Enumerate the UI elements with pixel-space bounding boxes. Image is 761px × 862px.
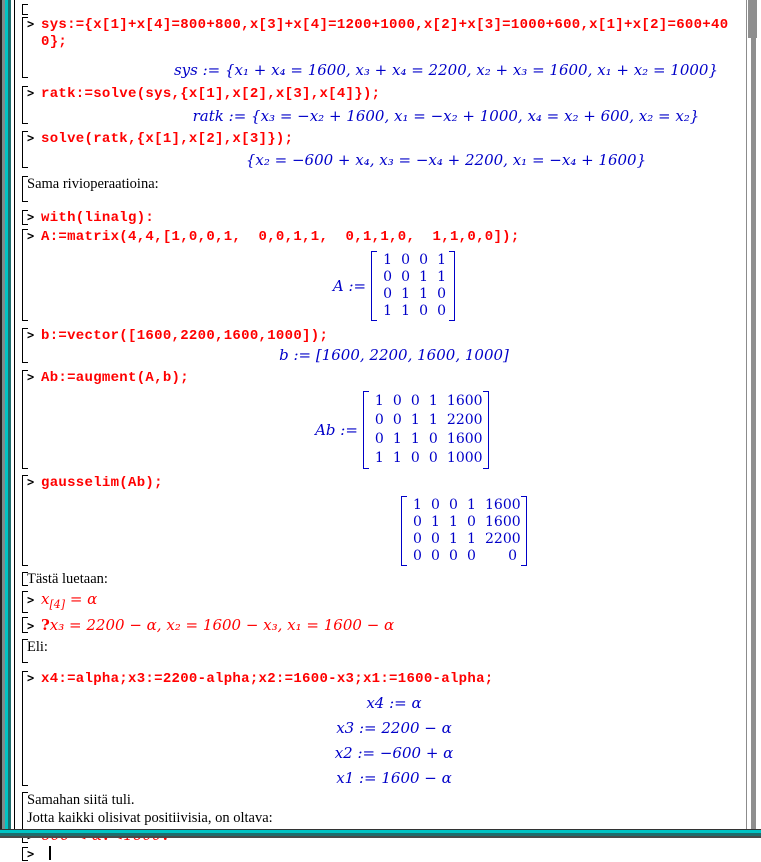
assign-input[interactable]: x4:=alpha;x3:=2200-alpha;x2:=1600-x3;x1:=1600-alpha; xyxy=(41,671,494,687)
maple-prompt: > xyxy=(27,86,35,100)
note-same[interactable]: Samahan siitä tuli. xyxy=(27,792,135,808)
matrix-cell: 1 xyxy=(410,431,420,447)
matrix-cell: 1000 xyxy=(446,450,483,466)
matrix-row xyxy=(381,303,445,320)
gausselim-input[interactable]: gausselim(Ab); xyxy=(41,475,163,491)
matrix-row xyxy=(373,430,483,449)
matrix-Ab-output xyxy=(49,390,755,470)
matrix-cell: 0 xyxy=(383,286,393,302)
matrix-cell: 0 xyxy=(374,431,384,447)
execution-group-ratk xyxy=(15,85,747,125)
matrix-cell: 1600 xyxy=(485,497,521,513)
matrix-row xyxy=(381,252,445,269)
matrix-cell: 1 xyxy=(392,450,402,466)
execution-group-matrix-A xyxy=(15,228,747,322)
ratk-output: ratk := {x₃ = −x₂ + 1600, x₁ = −x₂ + 1000, x₄ = x₂ + 600, x₂ = x₂} xyxy=(192,107,700,125)
maple-prompt: > xyxy=(27,210,35,224)
matrix-cell: 2200 xyxy=(485,531,521,547)
matrix-right-bracket xyxy=(449,251,455,321)
ratk-input[interactable]: ratk:=solve(sys,{x[1],x[2],x[3],x[4]}); xyxy=(41,86,381,102)
matrix-Ab-label: Ab := xyxy=(315,421,358,439)
group-bracket xyxy=(22,4,28,15)
group-bracket xyxy=(22,176,28,202)
matrix-cell: 1 xyxy=(431,514,440,530)
solve-output: {x₂ = −600 + x₄, x₃ = −x₄ + 2200, x₁ = −x₄ + 1600} xyxy=(245,151,647,169)
group-bracket xyxy=(22,671,28,786)
sys-input-line2[interactable]: 0}; xyxy=(41,34,68,50)
matrix-cell: 0 xyxy=(383,269,393,285)
matrix-cell: 2200 xyxy=(446,412,483,428)
math-x4-base: x xyxy=(41,590,50,608)
matrix-cell: 0 xyxy=(431,548,440,564)
matrix-cell: 1 xyxy=(410,412,420,428)
note-eli[interactable]: Eli: xyxy=(27,639,48,655)
matrix-cell: 1 xyxy=(374,450,384,466)
matrix-cell: 0 xyxy=(428,450,438,466)
matrix-A-output xyxy=(41,250,747,322)
assign-output-x1: x1 := 1600 − α xyxy=(336,769,452,787)
vector-b-output: b := [1600, 2200, 1600, 1000] xyxy=(279,346,509,364)
matrix-cell: 0 xyxy=(392,393,402,409)
matrix-cell: 0 xyxy=(467,548,476,564)
matrix-A-label: A := xyxy=(332,277,367,295)
matrix-Ab-input[interactable]: Ab:=augment(A,b); xyxy=(41,370,189,386)
note-read[interactable]: Tästä luetaan: xyxy=(27,571,108,587)
matrix-cell: 1 xyxy=(392,431,402,447)
assign-output-x2: x2 := −600 + α xyxy=(334,744,454,762)
maple-prompt: > xyxy=(27,328,35,342)
matrix-cell: 0 xyxy=(392,412,402,428)
math-x4-line[interactable] xyxy=(27,590,747,614)
execution-group-solve xyxy=(15,130,747,169)
math-x4-subscript: [4] xyxy=(49,598,66,611)
matrix-cell: 0 xyxy=(431,497,440,513)
maple-prompt: > xyxy=(27,847,35,861)
matrix-Ab-body xyxy=(369,390,483,470)
matrix-cell: 1 xyxy=(401,286,411,302)
execution-group-new xyxy=(15,846,747,862)
matrix-cell: 0 xyxy=(467,514,476,530)
vector-b-input[interactable]: b:=vector([1600,2200,1600,1000]); xyxy=(41,328,329,344)
math-solutions-line[interactable] xyxy=(27,616,747,634)
assign-output-x4: x4 := α xyxy=(366,694,422,712)
text-cursor[interactable] xyxy=(49,846,51,860)
matrix-A-input[interactable]: A:=matrix(4,4,[1,0,0,1, 0,0,1,1, 0,1,1,0, 1,1,0,0]); xyxy=(41,229,520,245)
matrix-cell: 1600 xyxy=(446,393,483,409)
text-group-rowops xyxy=(15,175,747,203)
matrix-cell: 1600 xyxy=(485,514,521,530)
matrix-row xyxy=(411,514,521,531)
matrix-cell: 1 xyxy=(419,286,429,302)
matrix-row xyxy=(411,548,517,565)
matrix-cell: 0 xyxy=(413,514,422,530)
matrix-cell: 0 xyxy=(410,393,420,409)
solve-input[interactable]: solve(ratk,{x[1],x[2],x[3]}); xyxy=(41,131,294,147)
matrix-cell: 0 xyxy=(401,252,411,268)
group-bracket xyxy=(22,572,28,586)
sys-output: sys := {x₁ + x₄ = 1600, x₃ + x₄ = 2200, x₂ + x₃ = 1600, x₁ + x₂ = 1000} xyxy=(173,61,719,79)
maple-prompt: > xyxy=(27,619,35,633)
matrix-cell: 0 xyxy=(428,431,438,447)
maple-prompt: > xyxy=(27,17,35,31)
window-border-bottom xyxy=(0,829,761,838)
matrix-cell: 0 xyxy=(437,303,447,319)
matrix-cell: 0 xyxy=(437,286,447,302)
matrix-row xyxy=(373,449,483,468)
maple-prompt: > xyxy=(27,475,35,489)
gausselim-matrix-body xyxy=(407,495,521,567)
matrix-cell: 0 xyxy=(449,497,458,513)
maple-prompt: > xyxy=(27,229,35,243)
matrix-row xyxy=(411,531,521,548)
matrix-cell: 1 xyxy=(374,393,384,409)
execution-group-vector-b xyxy=(15,327,747,364)
matrix-row xyxy=(373,411,483,430)
matrix-cell: 0 xyxy=(508,548,517,564)
matrix-cell: 0 xyxy=(413,548,422,564)
execution-group-matrix-Ab xyxy=(15,369,747,470)
with-linalg-input[interactable]: with(linalg): xyxy=(41,210,155,226)
matrix-cell: 1 xyxy=(419,269,429,285)
gausselim-output xyxy=(111,495,761,567)
sys-input-line1[interactable]: sys:={x[1]+x[4]=800+800,x[3]+x[4]=1200+1000,x[2]+x[3]=1000+600,x[1]+x[2]=600+40 xyxy=(41,17,729,33)
math-group-solutions xyxy=(15,616,747,634)
matrix-cell: 1 xyxy=(467,497,476,513)
matrix-cell: 1 xyxy=(449,531,458,547)
assign-output-x3: x3 := 2200 − α xyxy=(336,719,452,737)
matrix-cell: 1600 xyxy=(446,431,483,447)
group-bracket xyxy=(22,639,28,663)
matrix-cell: 1 xyxy=(413,497,422,513)
text-group-eli xyxy=(15,638,747,664)
matrix-cell: 1 xyxy=(401,303,411,319)
matrix-row xyxy=(411,497,521,514)
maple-prompt: > xyxy=(27,671,35,685)
math-x4-rest: = α xyxy=(65,590,98,608)
matrix-cell: 1 xyxy=(467,531,476,547)
matrix-cell: 0 xyxy=(374,412,384,428)
scrollbar-thumb[interactable] xyxy=(748,0,757,38)
matrix-cell: 0 xyxy=(401,269,411,285)
matrix-cell: 1 xyxy=(437,252,447,268)
note-positive[interactable]: Jotta kaikki olisivat positiivisia, on oltava: xyxy=(27,810,273,826)
window-border-teal-dark xyxy=(8,0,11,829)
question-mark: ? xyxy=(41,616,50,634)
matrix-cell: 1 xyxy=(428,393,438,409)
maple-worksheet xyxy=(15,0,747,862)
maple-prompt: > xyxy=(27,131,35,145)
matrix-A-body xyxy=(377,250,449,322)
matrix-cell: 1 xyxy=(449,514,458,530)
matrix-row xyxy=(373,392,483,411)
matrix-right-bracket xyxy=(483,391,489,469)
maple-prompt: > xyxy=(27,370,35,384)
matrix-cell: 0 xyxy=(419,252,429,268)
matrix-cell: 1 xyxy=(428,412,438,428)
matrix-cell: 0 xyxy=(410,450,420,466)
maple-prompt: > xyxy=(27,593,35,607)
matrix-row xyxy=(381,286,445,303)
execution-group-empty xyxy=(15,3,747,16)
execution-group-sys xyxy=(15,16,747,79)
matrix-cell: 1 xyxy=(383,303,393,319)
matrix-cell: 0 xyxy=(431,531,440,547)
matrix-cell: 0 xyxy=(419,303,429,319)
matrix-cell: 0 xyxy=(413,531,422,547)
note-rowops[interactable]: Sama rivioperaatioina: xyxy=(27,176,159,192)
text-group-read xyxy=(15,571,747,587)
execution-group-with-linalg xyxy=(15,209,747,226)
math-solutions-body: x₃ = 2200 − α, x₂ = 1600 − x₃, x₁ = 1600 − α xyxy=(49,616,395,634)
matrix-right-bracket xyxy=(521,496,527,566)
matrix-row xyxy=(381,269,445,286)
matrix-cell: 1 xyxy=(437,269,447,285)
matrix-cell: 0 xyxy=(449,548,458,564)
execution-group-assign xyxy=(15,670,747,787)
math-group-x4 xyxy=(15,590,747,614)
matrix-cell: 1 xyxy=(383,252,393,268)
execution-group-gausselim xyxy=(15,474,747,567)
